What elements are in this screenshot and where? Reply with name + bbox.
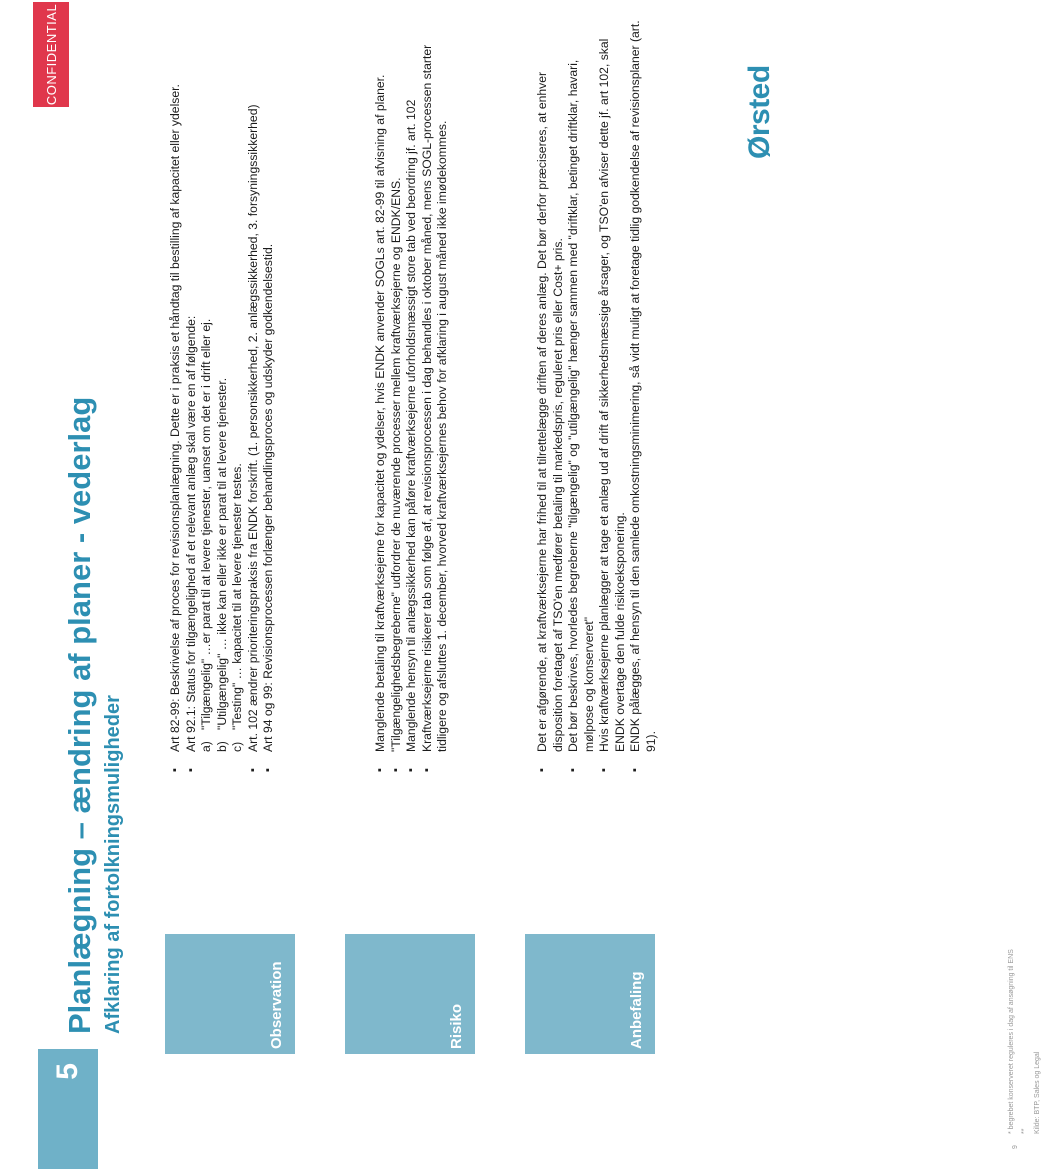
observation-item: ▪ Art 92.1: Status for tilgængelighed af et relevant anlæg skal være en af følgende:: [184, 14, 200, 752]
anbefaling-item: ▪ Det bør beskrives, hvorledes begreberne "tilgængelig" og "utilgængelig" hænger sammen med "driftklar, betinget driftklar, havari, mølpose og konserveret": [566, 14, 597, 752]
anbefaling-label: Anbefaling: [628, 971, 645, 1049]
sub-text: "Tilgængelig" …er parat til at levere tjenester, uanset om det er i drift eller ej.: [199, 318, 213, 730]
risiko-item: ▪ Manglende betaling til kraftværksejerne for kapacitet og ydelser, hvis ENDK anvender SOGLs art. 82-99 til afvisning af planer.: [373, 14, 389, 752]
observation-subitem: [230, 14, 246, 752]
sub-letter: a): [199, 741, 213, 752]
anbefaling-label-box: [525, 934, 655, 1054]
risiko-label-box: [345, 934, 475, 1054]
observation-label-box: [165, 934, 295, 1054]
logo-text: Ørsted: [743, 65, 776, 159]
sub-letter: b): [214, 741, 229, 752]
sub-letter: c): [230, 741, 244, 752]
confidential-tag: CONFIDENTIAL: [33, 2, 69, 107]
footnote: * begrebet konserveret reguleres i dag af ansøgning til ENS: [1008, 949, 1015, 1134]
anbefaling-item: ▪ Det er afgørende, at kraftværksejerne har frihed til at tilrettelægge driften af deres anlæg. Det bør derfor præciseres, at enhver disposition foretaget af TSO'en medfører betaling til markedspris, reguleret pris eller Cost+ pris.: [535, 14, 566, 752]
footnote-source: Kilde: BTP, Sales og Legal: [1034, 1051, 1041, 1134]
observation-subitem: [215, 14, 231, 752]
page-number: 9: [1012, 1145, 1019, 1149]
sub-text: "Utilgængelig" … ikke kan eller ikke er parat til at levere tjenester.: [214, 377, 229, 730]
observation-item: ▪ Art. 102 ændrer prioriteringspraksis fra ENDK forskrift. (1. personsikkerhed, 2. anlægssikkerhed, 3. forsyningssikkerhed): [246, 14, 262, 752]
section-number-badge: [38, 1049, 98, 1169]
risiko-label: Risiko: [448, 1003, 465, 1049]
risiko-item: ▪ "Tilgængelighedsbegreberne" udfordrer de nuværende processer mellem kraftværksejerne og ENDK/ENS.: [389, 14, 405, 752]
page-subtitle: Afklaring af fortolkningsmuligheder: [102, 695, 124, 1034]
observation-content: [168, 14, 277, 774]
footnote: **: [1021, 1128, 1028, 1134]
risiko-item: ▪ Manglende hensyn til anlægssikkerhed kan påføre kraftværksejerne uforholdsmæssigt store tab ved beordring jf. art. 102: [404, 14, 420, 752]
risiko-item: ▪ Kraftværksejerne risikerer tab som følge af, at revisionsprocessen i dag behandles i oktober måned, mens SOGL-processen starter tidligere og afsluttes 1. december, hvorved kraftværksejernes behov for afklaring i august måned ikke imødekommes.: [420, 14, 451, 752]
anbefaling-item: ▪ ENDK pålægges, af hensyn til den samlede omkostningsminimering, så vidt muligt at foretage tidlig godkendelse af revisionsplaner (art. 91).: [628, 14, 659, 752]
observation-label: Observation: [268, 961, 285, 1049]
page-title: Planlægning – ændring af planer - vederlag: [62, 396, 97, 1034]
observation-item: ▪ Art 82-99: Beskrivelse af proces for revisionsplanlægning. Dette er i praksis et håndtag til bestilling af kapacitet eller ydelser.: [168, 14, 184, 752]
observation-subitem: [199, 14, 215, 752]
anbefaling-item: ▪ Hvis kraftværksejerne planlægger at tage et anlæg ud af drift af sikkerhedsmæssige årsager, og TSO'en afviser dette jf. art 102, skal ENDK overtage den fulde risikoeksponering.: [597, 14, 628, 752]
orsted-logo: [740, 29, 780, 159]
risiko-content: [373, 14, 451, 774]
sub-text: "Testing" … kapacitet til at levere tjenester testes.: [230, 463, 244, 730]
observation-item: ▪ Art 94 og 99: Revisionsprocessen forlænger behandlingsproces og udskyder godkendelsestid.: [261, 14, 277, 752]
footnotes: [1005, 834, 1044, 1134]
section-number: 5: [51, 1063, 84, 1080]
anbefaling-content: [535, 14, 659, 774]
